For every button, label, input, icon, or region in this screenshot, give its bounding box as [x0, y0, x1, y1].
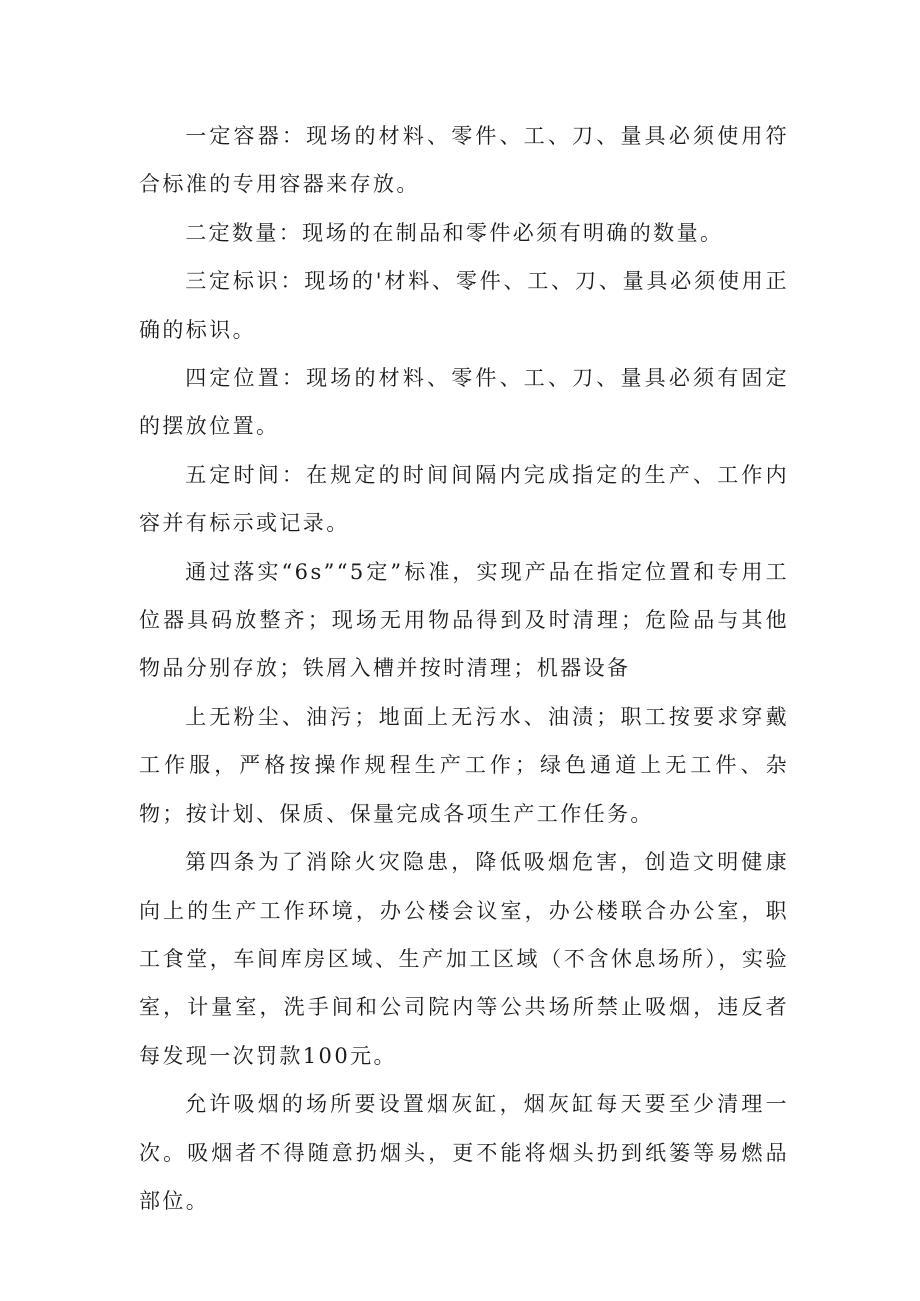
paragraph-label-rule: 三定标识：现场的'材料、零件、工、刀、量具必须使用正确的标识。 [139, 269, 789, 342]
paragraph-article-four-smoking-ban: 第四条为了消除火灾隐患，降低吸烟危害，创造文明健康向上的生产工作环境，办公楼会议室，办公楼联合办公室，职工食堂，车间库房区域、生产加工区域（不含休息场所），实验室，计量室，洗手间和公司院内等公共场所禁止吸烟，违反者每发现一次罚款100元。 [139, 850, 789, 1068]
paragraph-quantity-rule: 二定数量：现场的在制品和零件必须有明确的数量。 [185, 220, 724, 245]
paragraph-cleanliness-requirements: 上无粉尘、油污；地面上无污水、油渍；职工按要求穿戴工作服，严格按操作规程生产工作；绿色通道上无工件、杂物；按计划、保质、保量完成各项生产工作任务。 [139, 704, 789, 826]
paragraph-time-rule: 五定时间：在规定的时间间隔内完成指定的生产、工作内容并有标示或记录。 [139, 462, 789, 536]
document-body [139, 112, 789, 1225]
paragraph-6s-5ding-standard: 通过落实“6s”“5定”标准，实现产品在指定位置和专用工位器具码放整齐；现场无用物品得到及时清理；危险品与其他物品分别存放；铁屑入槽并按时清理；机器设备 [139, 559, 789, 681]
paragraph-smoking-area-rules: 允许吸烟的场所要设置烟灰缸，烟灰缸每天要至少清理一次。吸烟者不得随意扔烟头，更不能将烟头扔到纸篓等易燃品部位。 [139, 1092, 789, 1213]
paragraph-container-rule: 一定容器：现场的材料、零件、工、刀、量具必须使用符合标准的专用容器来存放。 [139, 124, 789, 197]
paragraph-position-rule: 四定位置：现场的材料、零件、工、刀、量具必须有固定的摆放位置。 [139, 366, 789, 439]
